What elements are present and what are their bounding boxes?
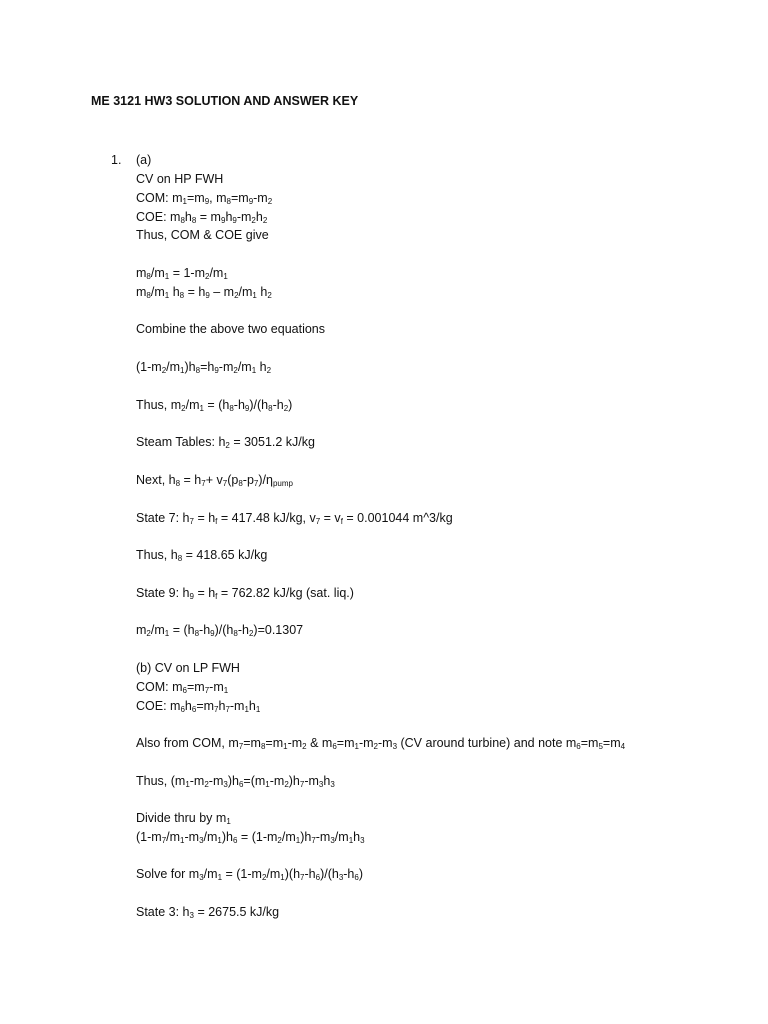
line-text: =m	[580, 736, 599, 750]
subscript: 3	[330, 836, 335, 845]
line-text: COM: m	[136, 191, 183, 205]
line-text: Solve for m	[136, 867, 200, 881]
line-text: -m	[229, 699, 245, 713]
line-text: Thus, COM & COE give	[136, 228, 269, 242]
line-text: /m	[150, 266, 165, 280]
subscript: 8	[238, 479, 243, 488]
subscript: 7	[225, 705, 230, 714]
subscript: 3	[360, 836, 365, 845]
line-text: /m	[203, 830, 218, 844]
solution-line	[136, 509, 453, 527]
line-text: =(m	[243, 774, 266, 788]
subscript: 2	[233, 366, 238, 375]
line-text: h	[225, 210, 233, 224]
line-text: /m	[281, 830, 296, 844]
line-text: -m	[208, 774, 224, 788]
subscript: 8	[175, 479, 181, 488]
subscript: 8	[194, 629, 200, 638]
line-text: = (h	[203, 398, 230, 412]
line-text: = (1-m	[222, 867, 262, 881]
subscript: 7	[214, 705, 219, 714]
solution-line	[136, 433, 315, 451]
line-text: /m	[209, 266, 224, 280]
line-text: -h	[237, 623, 249, 637]
subscript: 1	[217, 873, 223, 882]
line-text: = 3051.2 kJ/kg	[229, 435, 315, 449]
subscript: 2	[277, 836, 282, 845]
line-text: /m	[166, 360, 181, 374]
solution-line	[136, 828, 365, 846]
line-text: /m	[150, 285, 165, 299]
subscript: 1	[265, 780, 270, 789]
subscript: 3	[199, 873, 204, 882]
solution-line	[136, 809, 231, 827]
line-text: = 418.65 kJ/kg	[182, 548, 268, 562]
solution-line	[136, 396, 292, 414]
line-text: -m	[209, 680, 224, 694]
subscript: 7	[299, 780, 305, 789]
subscript: 9	[248, 197, 254, 206]
solution-line	[136, 546, 267, 564]
line-text: State 3: h	[136, 905, 190, 919]
subscript: 6	[182, 686, 187, 695]
subscript: 3	[330, 780, 335, 789]
subscript: 7	[222, 479, 228, 488]
subscript: 1	[226, 817, 231, 826]
line-text: (CV around turbine) and note m	[397, 736, 577, 750]
subscript: 1	[180, 836, 185, 845]
line-text: Thus, (m	[136, 774, 186, 788]
subscript: 2	[284, 780, 289, 789]
subscript: 1	[295, 836, 301, 845]
line-text: h	[218, 699, 226, 713]
subscript: 8	[180, 216, 185, 225]
line-text: =h	[200, 360, 215, 374]
solution-line	[136, 226, 269, 244]
line-text: -h	[343, 867, 355, 881]
subscript: 2	[248, 629, 254, 638]
line-text: /m	[334, 830, 349, 844]
line-text: =m	[602, 736, 621, 750]
subscript: 3	[338, 873, 344, 882]
line-text: Thus, h	[136, 548, 178, 562]
line-text: = (1-m	[237, 830, 278, 844]
solution-line	[136, 903, 279, 921]
solution-line	[136, 320, 325, 338]
line-text: -h	[199, 623, 211, 637]
subscript: 7	[238, 742, 244, 751]
line-text: )(h	[284, 867, 301, 881]
line-text: -m	[253, 191, 268, 205]
subscript: 8	[191, 216, 197, 225]
subscript: pump	[272, 479, 293, 488]
subscript: 8	[229, 404, 234, 413]
line-text: )h	[227, 774, 239, 788]
subscript: 1	[199, 404, 204, 413]
subscript: f	[340, 517, 343, 526]
line-text: /m	[166, 830, 181, 844]
solution-line	[136, 621, 303, 639]
line-text: )h	[300, 830, 312, 844]
line-text: )/η	[258, 473, 273, 487]
line-text: /m	[185, 398, 200, 412]
subscript: 1	[348, 836, 354, 845]
line-text: -m	[189, 774, 205, 788]
line-text: h	[256, 360, 267, 374]
subscript: f	[215, 592, 218, 601]
line-text: =m	[196, 699, 215, 713]
line-text: = 1-m	[169, 266, 205, 280]
subscript: 1	[164, 291, 170, 300]
subscript: 1	[283, 742, 288, 751]
solution-line	[136, 734, 625, 752]
line-text: )h	[184, 360, 196, 374]
solution-line	[136, 189, 272, 207]
line-text: m	[136, 266, 147, 280]
line-text: (1-m	[136, 830, 162, 844]
subscript: 3	[392, 742, 398, 751]
subscript: f	[215, 517, 218, 526]
subscript: 6	[191, 705, 197, 714]
line-text: )/(h	[214, 623, 234, 637]
line-text: h	[256, 285, 268, 299]
subscript: 4	[620, 742, 626, 751]
subscript: 8	[179, 291, 185, 300]
subscript: 3	[189, 911, 194, 920]
line-text: /m	[266, 867, 281, 881]
subscript: 1	[223, 272, 228, 281]
subscript: 7	[189, 517, 194, 526]
line-text: )	[358, 867, 364, 881]
subscript: 6	[180, 705, 185, 714]
line-text: m	[136, 285, 147, 299]
solution-line	[136, 584, 354, 602]
subscript: 7	[201, 479, 206, 488]
subscript: 7	[315, 517, 321, 526]
subscript: 2	[205, 272, 210, 281]
line-text: = 417.48 kJ/kg, v	[217, 511, 316, 525]
line-text: = h	[184, 285, 206, 299]
line-text: (1-m	[136, 360, 162, 374]
subscript: 1	[255, 705, 261, 714]
line-text: Steam Tables: h	[136, 435, 226, 449]
line-text: h	[169, 285, 180, 299]
line-text: Also from COM, m	[136, 736, 239, 750]
subscript: 9	[205, 291, 210, 300]
subscript: 2	[373, 742, 378, 751]
solution-line	[136, 358, 271, 376]
line-text: -m	[315, 830, 331, 844]
subscript: 2	[161, 366, 167, 375]
line-text: (p	[227, 473, 239, 487]
line-text: – m	[209, 285, 235, 299]
subscript: 2	[225, 441, 230, 450]
subscript: 1	[354, 742, 359, 751]
subscript: 8	[195, 366, 201, 375]
line-text: = 2675.5 kJ/kg	[193, 905, 280, 919]
subscript: 1	[185, 780, 190, 789]
line-text: -m	[287, 736, 303, 750]
line-text: h	[255, 210, 263, 224]
subscript: 2	[204, 780, 209, 789]
line-text: = h	[180, 473, 202, 487]
solution-line	[136, 151, 151, 169]
line-text: = 0.001044 m^3/kg	[342, 511, 453, 525]
line-text: )/(h	[249, 398, 269, 412]
line-text: /m	[150, 623, 165, 637]
subscript: 1	[252, 291, 257, 300]
subscript: 9	[214, 366, 219, 375]
line-text: =m	[186, 191, 205, 205]
line-text: -m	[358, 736, 374, 750]
subscript: 6	[238, 780, 244, 789]
subscript: 9	[210, 629, 215, 638]
line-text: COE: m	[136, 210, 181, 224]
subscript: 2	[267, 197, 273, 206]
document-title: ME 3121 HW3 SOLUTION AND ANSWER KEY	[91, 94, 359, 108]
subscript: 6	[233, 836, 238, 845]
subscript: 1	[244, 705, 249, 714]
line-text: , m	[209, 191, 227, 205]
line-text: =m	[186, 680, 205, 694]
line-text: = v	[320, 511, 341, 525]
subscript: 1	[280, 873, 285, 882]
line-text: /m	[238, 285, 253, 299]
line-text: COM: m	[136, 680, 183, 694]
subscript: 2	[302, 742, 307, 751]
subscript: 1	[180, 366, 185, 375]
line-text: State 9: h	[136, 586, 190, 600]
solution-line	[136, 865, 363, 883]
subscript: 8	[146, 291, 151, 300]
subscript: 2	[267, 291, 272, 300]
line-text: State 7: h	[136, 511, 190, 525]
line-text: -p	[242, 473, 254, 487]
subscript: 9	[189, 592, 194, 601]
solution-line	[136, 659, 240, 677]
subscript: 8	[233, 629, 238, 638]
line-text: =m	[243, 736, 261, 750]
subscript: 2	[262, 216, 268, 225]
line-text: COE: m	[136, 699, 181, 713]
subscript: 1	[251, 366, 257, 375]
subscript: 6	[332, 742, 337, 751]
subscript: 8	[260, 742, 266, 751]
solution-line	[136, 283, 272, 301]
subscript: 9	[232, 216, 237, 225]
solution-line	[136, 697, 260, 715]
line-text: /m	[203, 867, 218, 881]
subscript: 7	[311, 836, 316, 845]
subscript: 6	[354, 873, 359, 882]
line-text: -h	[272, 398, 284, 412]
line-text: =m	[336, 736, 355, 750]
line-text: -m	[218, 360, 234, 374]
subscript: 2	[251, 216, 256, 225]
line-text: Divide thru by m	[136, 811, 227, 825]
line-text: =m	[265, 736, 284, 750]
line-text: )	[288, 398, 293, 412]
subscript: 2	[283, 404, 289, 413]
problem-number: 1.	[111, 153, 122, 167]
line-text: )h	[221, 830, 233, 844]
line-text: -m	[377, 736, 393, 750]
subscript: 7	[300, 873, 305, 882]
line-text: (b) CV on LP FWH	[136, 661, 240, 675]
subscript: 9	[204, 197, 210, 206]
solution-line	[136, 678, 228, 696]
solution-line	[136, 772, 335, 790]
line-text: Next, h	[136, 473, 176, 487]
subscript: 1	[182, 197, 187, 206]
line-text: -h	[304, 867, 316, 881]
subscript: 7	[161, 836, 167, 845]
subscript: 6	[576, 742, 581, 751]
subscript: 2	[261, 873, 267, 882]
line-text: = m	[196, 210, 221, 224]
subscript: 6	[315, 873, 321, 882]
subscript: 3	[199, 836, 204, 845]
line-text: -m	[236, 210, 252, 224]
line-text: -m	[184, 830, 200, 844]
line-text: h	[248, 699, 256, 713]
line-text: )h	[288, 774, 300, 788]
line-text: h	[184, 210, 192, 224]
line-text: -m	[304, 774, 319, 788]
subscript: 1	[164, 272, 170, 281]
line-text: )=0.1307	[253, 623, 304, 637]
line-text: = h	[193, 511, 216, 525]
subscript: 1	[223, 686, 229, 695]
line-text: h	[353, 830, 361, 844]
solution-line	[136, 170, 223, 188]
subscript: 2	[181, 404, 186, 413]
line-text: Combine the above two equations	[136, 322, 326, 336]
line-text: )/(h	[320, 867, 339, 881]
subscript: 8	[177, 554, 183, 563]
line-text: & m	[306, 736, 333, 750]
line-text: (a)	[136, 153, 152, 167]
line-text: m	[136, 623, 147, 637]
line-text: h	[323, 774, 331, 788]
subscript: 1	[164, 629, 170, 638]
subscript: 7	[204, 686, 210, 695]
subscript: 8	[268, 404, 273, 413]
line-text: = 762.82 kJ/kg (sat. liq.)	[217, 586, 354, 600]
line-text: h	[184, 699, 192, 713]
subscript: 8	[226, 197, 231, 206]
subscript: 9	[244, 404, 250, 413]
line-text: =m	[230, 191, 249, 205]
solution-line	[136, 208, 267, 226]
line-text: CV on HP FWH	[136, 172, 224, 186]
line-text: -m	[269, 774, 285, 788]
line-text: + v	[205, 473, 223, 487]
subscript: 1	[217, 836, 222, 845]
subscript: 7	[253, 479, 259, 488]
subscript: 8	[146, 272, 151, 281]
line-text: -h	[233, 398, 245, 412]
line-text: = (h	[169, 623, 195, 637]
subscript: 2	[266, 366, 272, 375]
line-text: = h	[193, 586, 216, 600]
line-text: /m	[237, 360, 252, 374]
subscript: 3	[223, 780, 228, 789]
line-text: Thus, m	[136, 398, 182, 412]
subscript: 2	[234, 291, 239, 300]
subscript: 3	[318, 780, 324, 789]
subscript: 5	[598, 742, 603, 751]
subscript: 2	[146, 629, 151, 638]
subscript: 9	[220, 216, 226, 225]
solution-line	[136, 264, 228, 282]
solution-line	[136, 471, 293, 489]
